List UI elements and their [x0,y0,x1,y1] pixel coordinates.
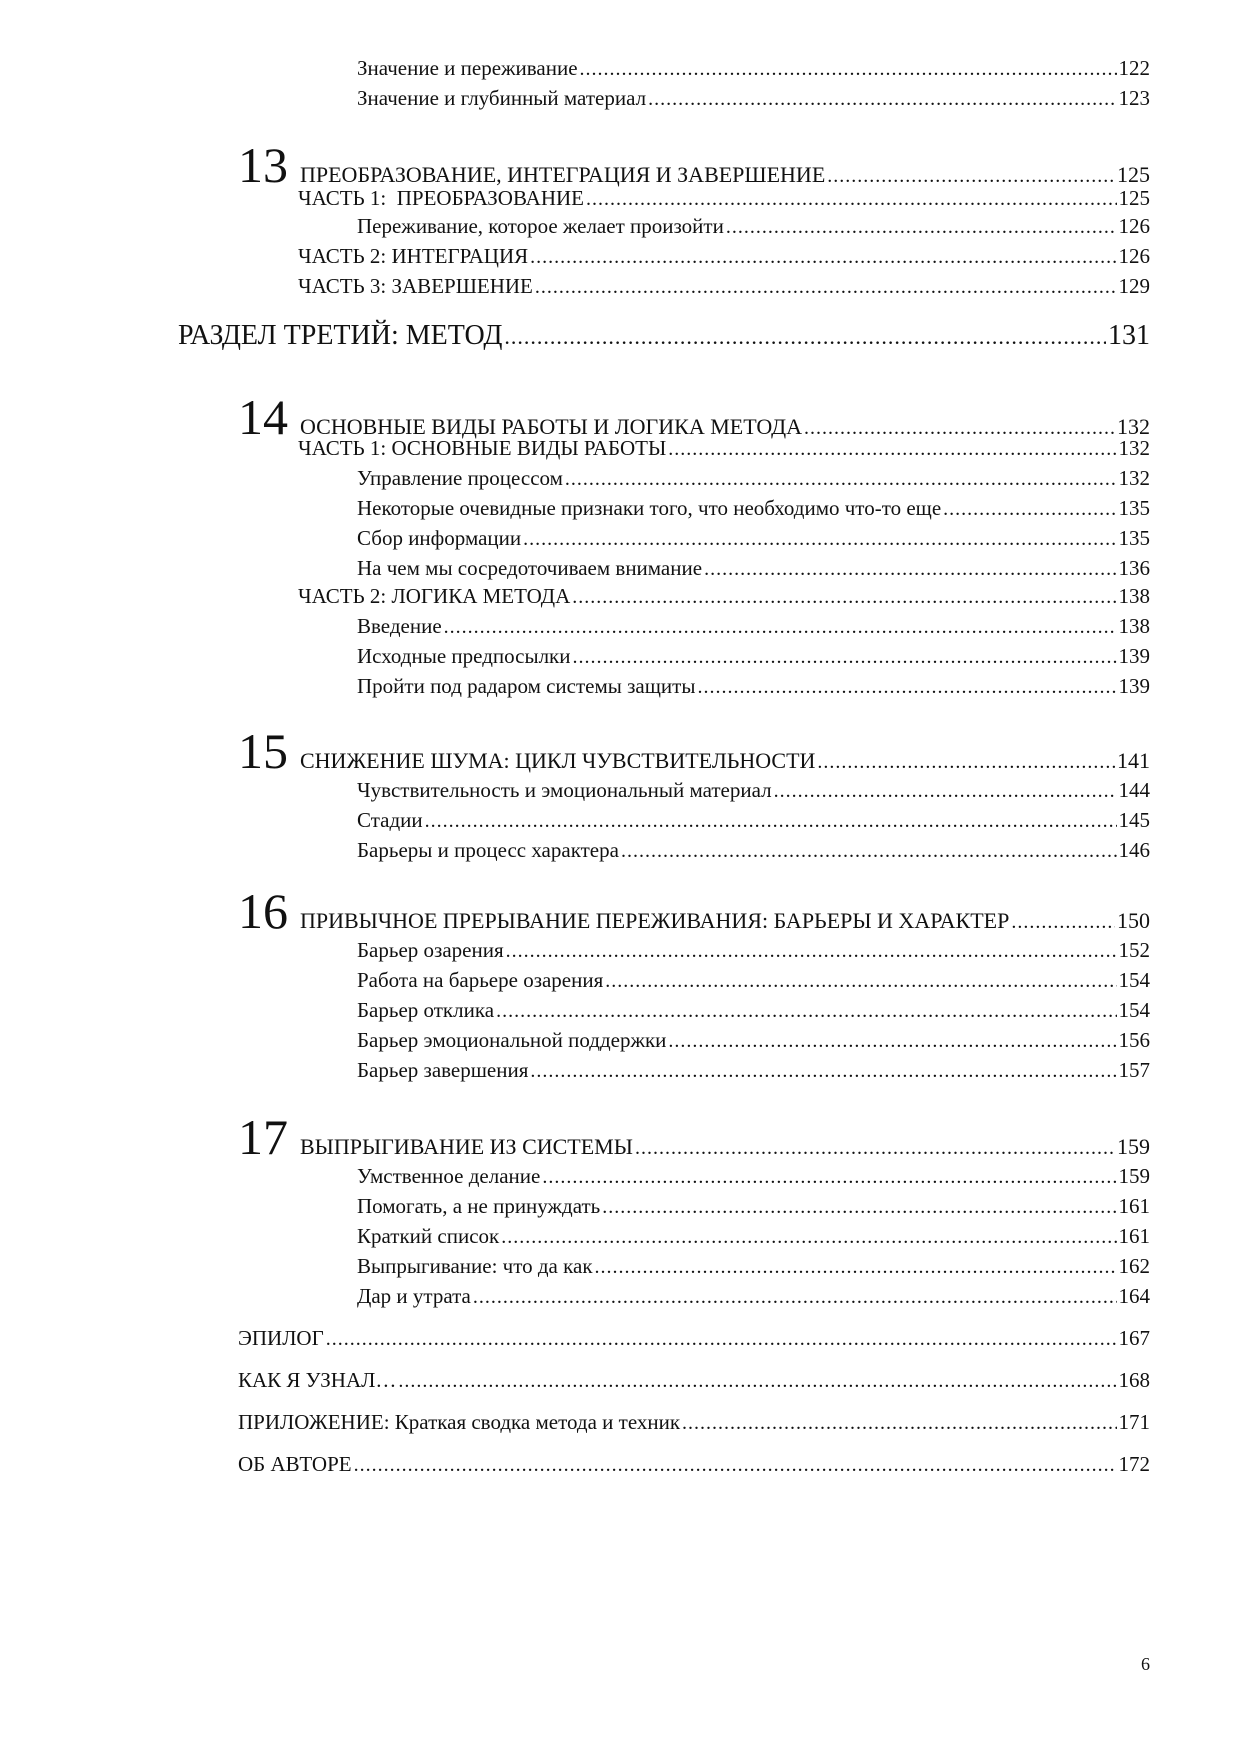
dot-leader [635,1137,1115,1160]
entry-page: 129 [1118,274,1150,298]
toc-section [178,320,1150,360]
dot-leader [398,1370,1116,1393]
entry-page: 154 [1118,968,1150,992]
entry-title: Барьер озарения [357,938,504,962]
dot-leader [354,1454,1117,1477]
toc-entry [357,778,1150,808]
dot-leader [774,780,1117,803]
dot-leader [1011,911,1115,934]
entry-page: 154 [1118,998,1150,1022]
page-number: 6 [1141,1654,1150,1674]
dot-leader [530,246,1116,269]
toc-entry [357,998,1150,1028]
dot-leader [326,1328,1117,1351]
dot-leader [573,646,1117,669]
entry-title: Сбор информации [357,526,522,550]
toc-part [298,244,1150,274]
entry-title: Дар и утрата [357,1284,471,1308]
toc-entry [357,1224,1150,1254]
entry-title: Исходные предпосылки [357,644,571,668]
entry-title: ОСНОВНЫЕ ВИДЫ РАБОТЫ И ЛОГИКА МЕТОДА [300,414,803,439]
entry-title: Введение [357,614,442,638]
chapter-number: 15 [238,723,288,779]
entry-page: 164 [1118,1284,1150,1308]
dot-leader [827,165,1115,188]
entry-title: ЧАСТЬ 1: ПРЕОБРАЗОВАНИЕ [298,186,584,210]
dot-leader [542,1166,1116,1189]
entry-page: 145 [1118,808,1150,832]
dot-leader [704,558,1116,581]
dot-leader [605,970,1116,993]
entry-page: 132 [1118,466,1150,490]
toc-entry [357,1028,1150,1058]
entry-title: Выпрыгивание: что да как [357,1254,593,1278]
entry-page: 139 [1118,644,1150,668]
toc-entry [357,86,1150,116]
entry-title: Управление процессом [357,466,563,490]
dot-leader [425,810,1117,833]
entry-page: 159 [1117,1134,1150,1159]
entry-page: 135 [1118,526,1150,550]
entry-title: Краткий список [357,1224,500,1248]
toc-entry [357,838,1150,868]
toc-entry [357,938,1150,968]
dot-leader [682,1412,1116,1435]
dot-leader [523,528,1116,551]
entry-page: 123 [1118,86,1150,110]
entry-page: 126 [1118,214,1150,238]
entry-title: ЧАСТЬ 2: ЛОГИКА МЕТОДА [298,584,571,608]
toc-part [298,274,1150,304]
dot-leader [621,840,1117,863]
entry-page: 125 [1117,162,1150,187]
entry-page: 161 [1118,1194,1150,1218]
toc-backmatter [238,1410,1150,1440]
entry-title: ВЫПРЫГИВАНИЕ ИЗ СИСТЕМЫ [300,1134,633,1159]
dot-leader [697,676,1116,699]
toc-entry [357,1284,1150,1314]
entry-title: ЧАСТЬ 2: ИНТЕГРАЦИЯ [298,244,529,268]
dot-leader [444,616,1117,639]
entry-title: Значение и глубинный материал [357,86,647,110]
toc-entry [357,968,1150,998]
toc-entry [357,1254,1150,1284]
entry-title: ПРИЛОЖЕНИЕ: Краткая сводка метода и техник [238,1410,681,1434]
entry-title: Барьер эмоциональной поддержки [357,1028,667,1052]
entry-page: 157 [1118,1058,1150,1082]
chapter-number: 13 [238,137,288,193]
dot-leader [668,438,1116,461]
toc-part [298,436,1150,466]
entry-page: 138 [1118,584,1150,608]
toc-backmatter [238,1452,1150,1482]
toc-backmatter [238,1368,1150,1398]
dot-leader [565,468,1117,491]
entry-title: РАЗДЕЛ ТРЕТИЙ: МЕТОД [178,320,503,351]
entry-page: 152 [1118,938,1150,962]
toc-entry [357,674,1150,704]
entry-page: 150 [1117,908,1150,933]
entry-title: ЭПИЛОГ [238,1326,324,1350]
entry-title: Стадии [357,808,423,832]
entry-page: 144 [1118,778,1150,802]
entry-title: КАК Я УЗНАЛ… [238,1368,397,1392]
dot-leader [506,940,1117,963]
toc-backmatter [238,1326,1150,1356]
entry-page: 162 [1118,1254,1150,1278]
entry-page: 141 [1117,748,1150,773]
entry-page: 132 [1118,436,1150,460]
entry-page: 136 [1118,556,1150,580]
entry-title: ЧАСТЬ 3: ЗАВЕРШЕНИЕ [298,274,533,298]
dot-leader [648,88,1116,111]
dot-leader [595,1256,1117,1279]
dot-leader [586,188,1117,211]
dot-leader [572,586,1116,609]
entry-page: 131 [1108,320,1150,351]
toc-entry [357,644,1150,674]
entry-page: 132 [1117,414,1150,439]
entry-title: Помогать, а не принуждать [357,1194,601,1218]
entry-title: ПРЕОБРАЗОВАНИЕ, ИНТЕГРАЦИЯ И ЗАВЕРШЕНИЕ [300,162,826,187]
dot-leader [535,276,1117,299]
chapter-number: 17 [238,1109,288,1165]
dot-leader [726,216,1117,239]
entry-page: 171 [1118,1410,1150,1434]
entry-page: 168 [1118,1368,1150,1392]
dot-leader [602,1196,1116,1219]
dot-leader [496,1000,1116,1023]
toc-entry [357,496,1150,526]
toc-entry [357,56,1150,86]
dot-leader [580,58,1117,81]
toc-entry [357,466,1150,496]
dot-leader [530,1060,1116,1083]
entry-title: ЧАСТЬ 1: ОСНОВНЫЕ ВИДЫ РАБОТЫ [298,436,667,460]
entry-title: ОБ АВТОРЕ [238,1452,352,1476]
toc-entry [357,526,1150,556]
entry-title: Умственное делание [357,1164,541,1188]
entry-title: СНИЖЕНИЕ ШУМА: ЦИКЛ ЧУВСТВИТЕЛЬНОСТИ [300,748,816,773]
entry-page: 156 [1118,1028,1150,1052]
toc-entry [357,614,1150,644]
dot-leader [668,1030,1116,1053]
entry-title: ПРИВЫЧНОЕ ПРЕРЫВАНИЕ ПЕРЕЖИВАНИЯ: БАРЬЕРЫ И ХАРАКТЕР [300,908,1010,933]
entry-page: 172 [1118,1452,1150,1476]
dot-leader [943,498,1116,521]
entry-title: Барьер отклика [357,998,495,1022]
dot-leader [504,324,1106,350]
entry-page: 126 [1118,244,1150,268]
toc-chapter [238,723,1150,786]
entry-title: Переживание, которое желает произойти [357,214,724,238]
entry-page: 159 [1118,1164,1150,1188]
entry-page: 167 [1118,1326,1150,1350]
toc-entry [357,214,1150,244]
toc-chapter [238,1109,1150,1172]
toc-chapter [238,883,1150,946]
chapter-number: 16 [238,883,288,939]
entry-page: 146 [1118,838,1150,862]
entry-title: Значение и переживание [357,56,578,80]
entry-title: Барьеры и процесс характера [357,838,619,862]
dot-leader [473,1286,1117,1309]
entry-title: Барьер завершения [357,1058,529,1082]
toc-entry [357,556,1150,586]
entry-page: 125 [1118,186,1150,210]
toc-entry [357,1194,1150,1224]
entry-page: 139 [1118,674,1150,698]
entry-title: На чем мы сосредоточиваем внимание [357,556,703,580]
toc-part [298,584,1150,614]
toc-entry [357,1164,1150,1194]
entry-title: Чувствительность и эмоциональный материал [357,778,772,802]
entry-page: 135 [1118,496,1150,520]
toc-part [298,186,1150,216]
toc-entry [357,808,1150,838]
entry-page: 138 [1118,614,1150,638]
dot-leader [817,751,1115,774]
entry-title: Некоторые очевидные признаки того, что необходимо что-то еще [357,496,942,520]
entry-title: Пройти под радаром системы защиты [357,674,696,698]
dot-leader [501,1226,1116,1249]
entry-page: 122 [1118,56,1150,80]
toc-entry [357,1058,1150,1088]
chapter-number: 14 [238,389,288,445]
entry-page: 161 [1118,1224,1150,1248]
entry-title: Работа на барьере озарения [357,968,604,992]
